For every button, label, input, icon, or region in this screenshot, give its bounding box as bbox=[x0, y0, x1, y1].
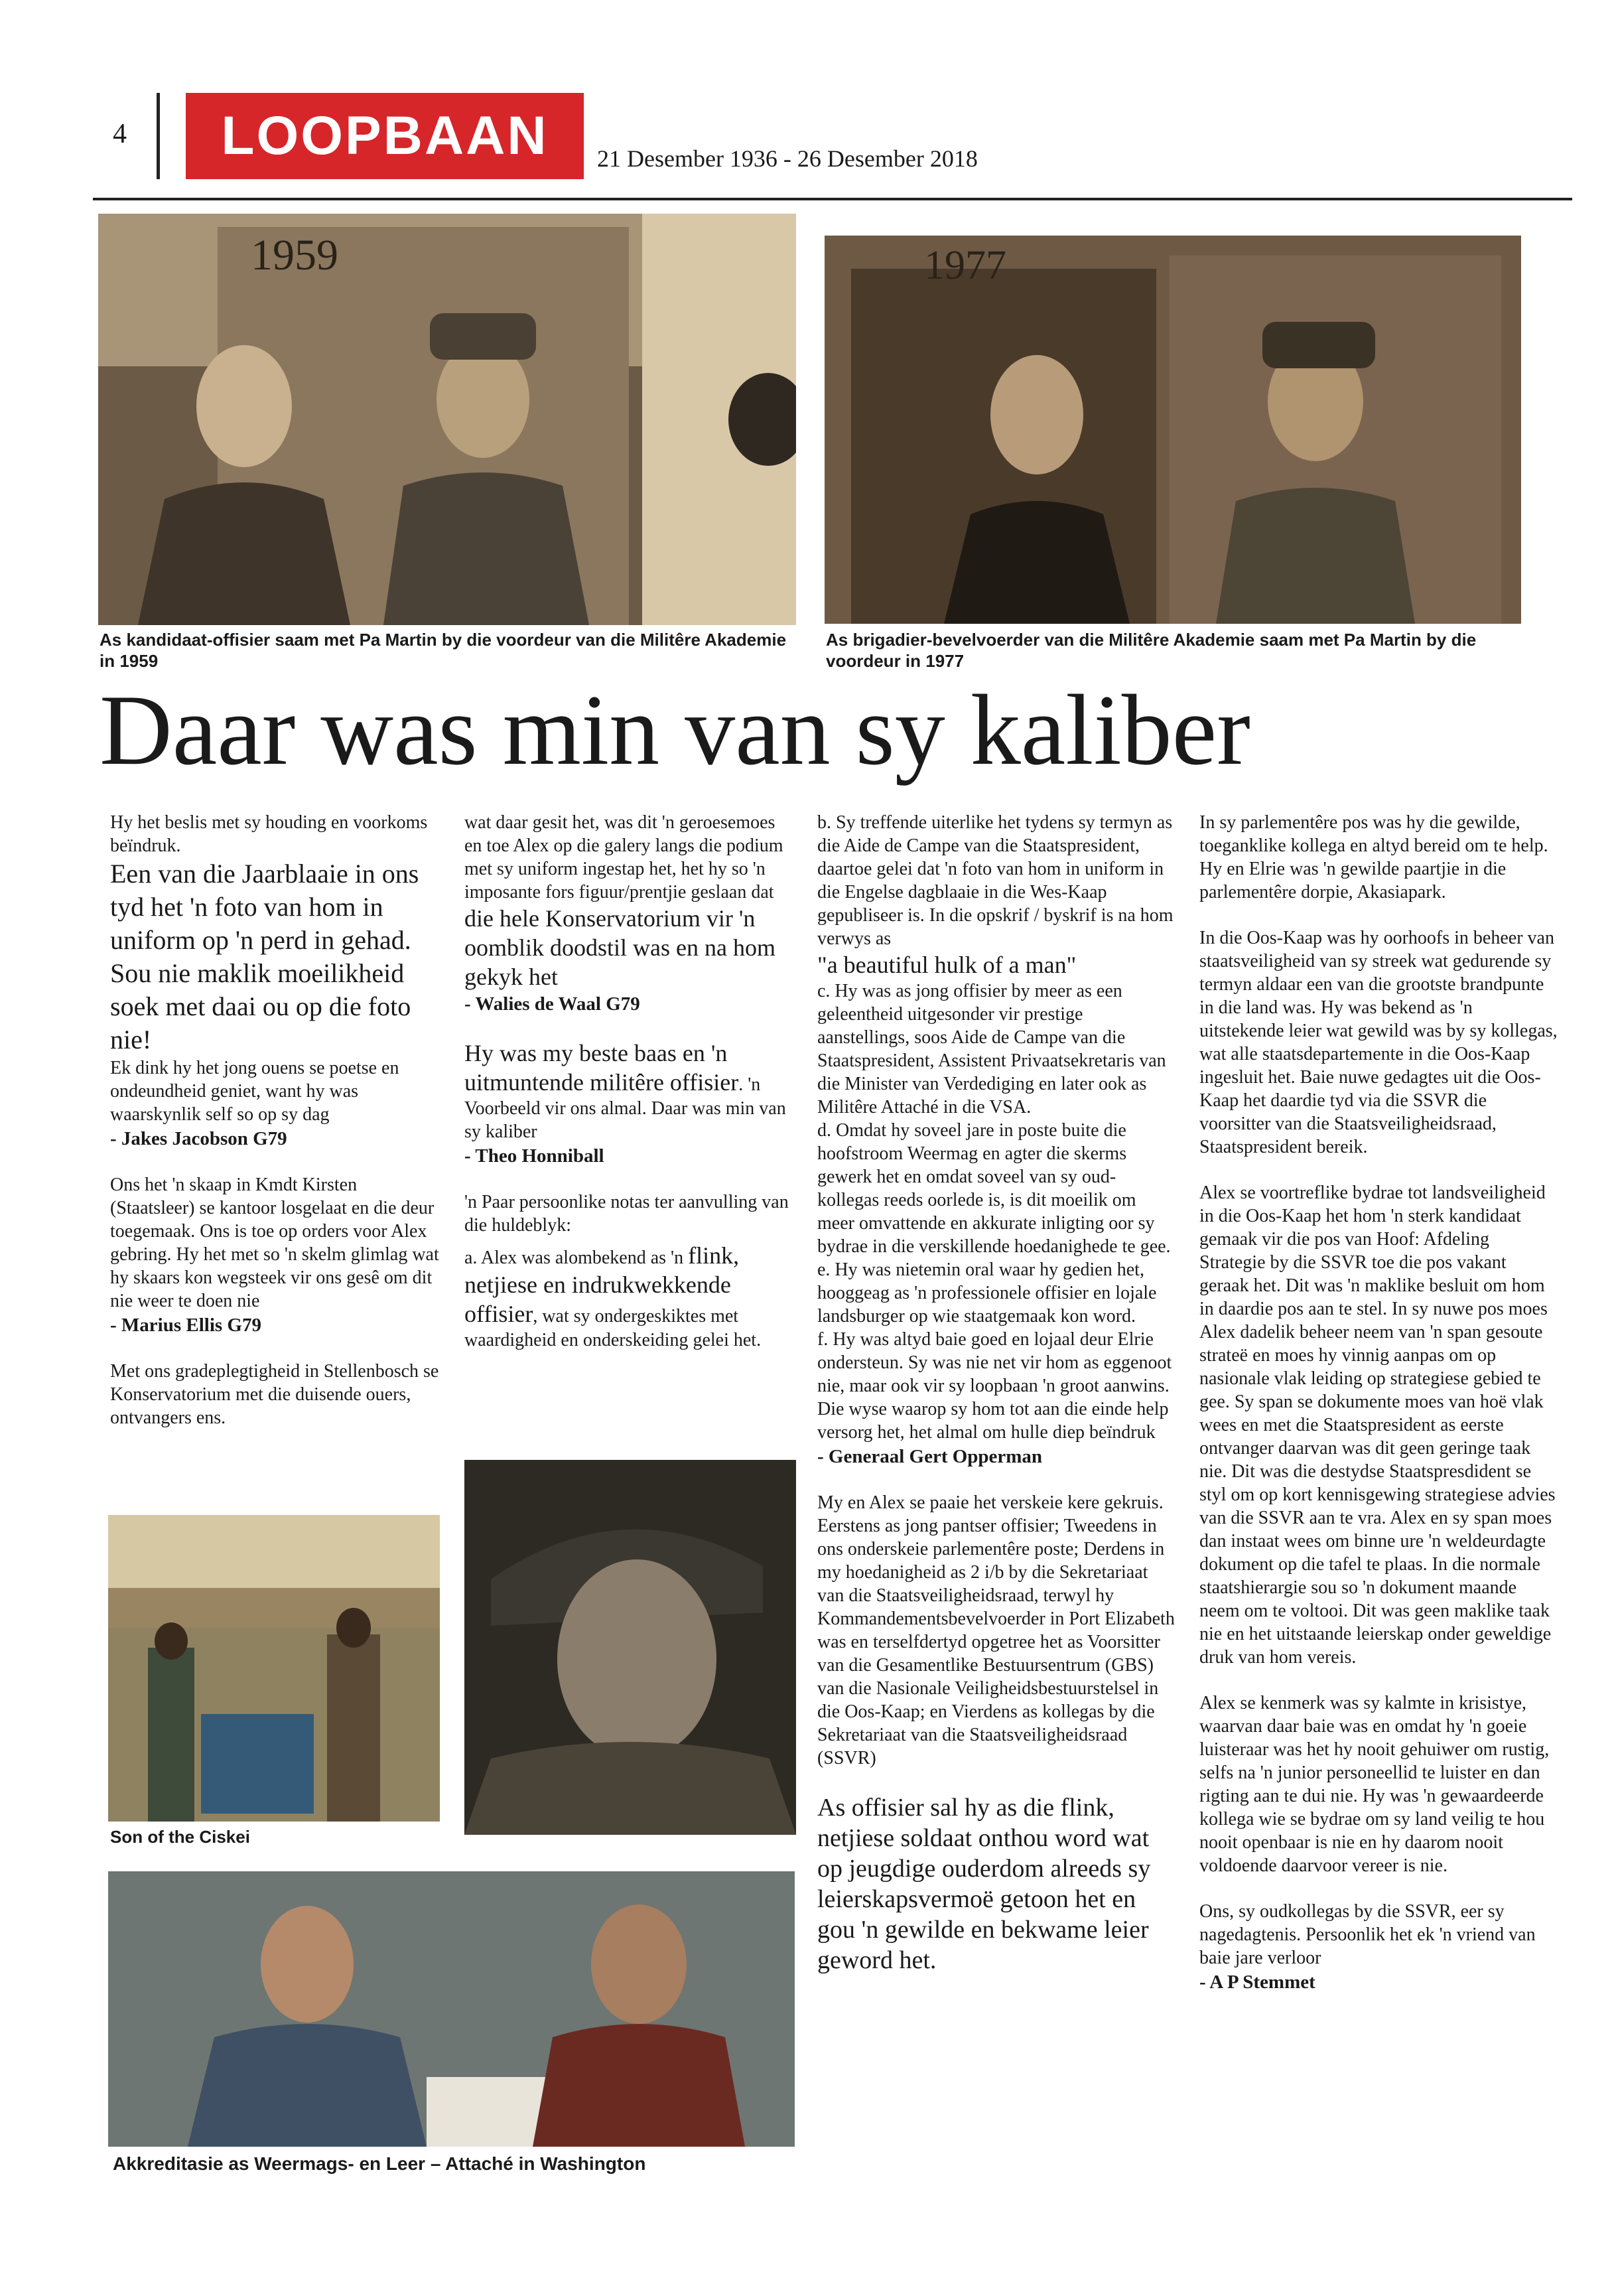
col1-rest: Ek dink hy het jong ouens se poetse en ondeundheid geniet, want hy was waarskynlik self so op sy dag bbox=[110, 1058, 399, 1125]
year-label-1977: 1977 bbox=[924, 243, 1006, 288]
headline: Daar was min van sy kaliber bbox=[100, 674, 1250, 786]
year-label-1959: 1959 bbox=[251, 231, 338, 279]
signature-walies-de-waal: - Walies de Waal G79 bbox=[464, 993, 640, 1015]
date-range: 21 Desember 1936 - 26 Desember 2018 bbox=[597, 145, 978, 172]
col2-note-a-highlight: flink, netjiese en indrukwekkende offisier bbox=[464, 1242, 740, 1327]
col2-intro: wat daar gesit het, was dit 'n geroesemoes en toe Alex op die galery langs die podium met sy uniform ingestap het, het hy so 'n imposante fors figuur/prentjie geslaan dat bbox=[464, 812, 783, 902]
col2-example: . 'n Voorbeeld vir ons almal. Daar was min van sy kaliber bbox=[464, 1074, 786, 1142]
col4-parliament: In sy parlementêre pos was hy die gewilde, toeganklike kollega en altyd bereid om te help. Hy en Elrie was 'n gewilde paartjie in die parlementêre dorpie, Akasiapark. bbox=[1199, 812, 1548, 902]
caption-washington: Akkreditasie as Weermags- en Leer – Attaché in Washington bbox=[113, 2153, 646, 2174]
col1-graduation: Met ons gradeplegtigheid in Stellenbosch se Konservatorium met die duisende ouers, ontvangers ens. bbox=[110, 1361, 439, 1428]
col4-eastern-cape: In die Oos-Kaap was hy oorhoofs in beheer van staatsveiligheid van sy streek wat gedurende sy termyn aldaar een van die grootste brandpunte in die land was. Hy was bekend as 'n uitstekende leier wat gewild was by sy kollegas, wat alle staatsdepartemente in die Oos-Kaap ingesluit het. Baie nuwe gedagtes uit die Oos-Kaap het daardie tyd via die SSVR die voorsitter van die Staatsveiligheidsraad, Staatspresident bereik. bbox=[1199, 928, 1558, 1157]
column-2 bbox=[464, 811, 796, 1374]
photo-portrait bbox=[464, 1460, 796, 1835]
page-number: 4 bbox=[113, 119, 127, 149]
signature-ap-stemmet: - A P Stemmet bbox=[1199, 1972, 1315, 1993]
section-banner: LOOPBAAN bbox=[186, 93, 584, 179]
photo-ciskei bbox=[108, 1515, 440, 1822]
signature-gert-opperman: - Generaal Gert Opperman bbox=[817, 1446, 1043, 1467]
col3-quote: "a beautiful hulk of a man" bbox=[817, 952, 1077, 978]
column-3 bbox=[817, 811, 1176, 1998]
masthead-divider bbox=[157, 93, 160, 179]
col1-intro: Hy het beslis met sy houding en voorkoms beïndruk. bbox=[110, 812, 428, 856]
col1-sheep-story: Ons het 'n skaap in Kmdt Kirsten (Staatsleer) se kantoor losgelaat en die deur toegemaak. Ons is toe op orders voor Alex gebring. Hy het met so 'n skelm glimlag wat hy skaars kon wegsteek vir ons gesê om dit nie weer te doen nie bbox=[110, 1175, 439, 1311]
col3-pull-quote: As offisier sal hy as die flink, netjiese soldaat onthou word wat op jeugdige ouderdom alreeds sy leierskapsvermoë getoon het en gou 'n gewilde en bekwame leier geword het. bbox=[817, 1794, 1151, 1974]
col2-notes-intro: 'n Paar persoonlike notas ter aanvulling van die huldeblyk: bbox=[464, 1192, 789, 1236]
photo-1959 bbox=[98, 214, 796, 625]
col2-note-a-end: , wat sy ondergeskiktes met waardigheid en onderskeiding gelei het. bbox=[464, 1306, 762, 1350]
col3-note-f: f. Hy was altyd baie goed en lojaal deur Elrie ondersteun. Sy was nie net vir hom as eggenoot nie, maar ook vir sy loopbaan 'n groot aanwins. Die wyse waarop sy hom tot aan die einde help versorg het, het almal om hulle diep beïndruk bbox=[817, 1329, 1172, 1443]
col4-strategy: Alex se voortreflike bydrae tot landsveiligheid in die Oos-Kaap het hom 'n sterk kandidaat gemaak vir die pos van Hoof: Afdeling Strategie by die SSVR toe die pos vakant geraak het. Dit was 'n maklike besluit om hom in daardie pos aan te stel. In sy nuwe pos moes Alex dadelik beheer neem van 'n span gesoute strateë en moes hy vinnig aanpas om op nasionale vlak leiding op strategiese gebied te gee. Sy span se dokumente moes van hoë vlak wees en met die Staatspresident as eerste ontvanger daarvan was dit geen geringe taak nie. Dit was die destydse Staatspresdident se styl om op kort kennisgewing strategiese advies van die SSVR aan te vra. Alex en sy span moes dan instaat wees om binne ure 'n weldeurdagte dokument op die tafel te plaas. In die normale staatshierargie sou so 'n dokument maande neem om te voltooi. Dit was geen maklike taak nie en het uitstaande leierskap onder geweldige druk van hom vereis. bbox=[1199, 1183, 1556, 1668]
col3-note-e: e. Hy was nietemin oral waar hy gedien het, hooggeag as 'n professionele offisier en lojale landsburger op wie staatgemaak kon word. bbox=[817, 1259, 1157, 1327]
header-rule bbox=[93, 198, 1572, 200]
col3-note-b: b. Sy treffende uiterlike het tydens sy termyn as die Aide de Campe van die Staatspresident, daartoe gelei dat 'n foto van hom in uniform in die Engelse dagblaaie in die Wes-Kaap gepubliseer is. In die opskrif / byskrif is na hom verwys as bbox=[817, 812, 1174, 949]
col3-note-c: c. Hy was as jong offisier by meer as een geleentheid uitgesonder vir prestige aanstellings, soos Aide de Campe van die Staatspresident, Assistent Privaatsekretaris van die Minister van Verdediging en later ook as Militêre Attaché in die VSA. bbox=[817, 981, 1166, 1117]
signature-jakes-jacobson: - Jakes Jacobson G79 bbox=[110, 1128, 287, 1149]
caption-ciskei: Son of the Ciskei bbox=[110, 1827, 250, 1847]
col2-highlight: die hele Konservatorium vir 'n oomblik doodstil was en na hom gekyk het bbox=[464, 905, 775, 990]
column-1 bbox=[110, 811, 442, 1452]
column-4 bbox=[1199, 811, 1558, 2017]
col1-highlight: Een van die Jaarblaaie in ons tyd het 'n foto van hom in uniform op 'n perd in gehad. Sou nie maklik moeilikheid soek met daai ou op die foto nie! bbox=[110, 859, 419, 1054]
caption-1977: As brigadier-bevelvoerder van die Militêre Akademie saam met Pa Martin by die voordeur in 1977 bbox=[826, 630, 1477, 671]
photo-1977 bbox=[825, 236, 1521, 624]
signature-marius-ellis: - Marius Ellis G79 bbox=[110, 1315, 261, 1336]
col4-calm: Alex se kenmerk was sy kalmte in krisistye, waarvan daar baie was en omdat hy 'n goeie luisteraar was het hy nooit gehuiwer om rustig, selfs na 'n junior personeellid te luister en dan rigting aan te dui nie. Hy was 'n gewaardeerde kollega wie se bydrae om sy land veilig te hou nooit openbaar is nie en hy daarom nooit voldoende daarvoor vereer is nie. bbox=[1199, 1693, 1550, 1876]
col3-paths-crossed: My en Alex se paaie het verskeie kere gekruis. Eerstens as jong pantser offisier; Tweedens in ons onderskeie parlementêre poste; Derdens in my hoedanigheid as 2 i/b by die Sekretariaat van die Staatsveiligheidsraad, terwyl hy Kommandementsbevelvoerder in Port Elizabeth was en terselfdertyd opgetree het as Voorsitter van die Gesamentlike Bestuursentrum (GBS) van die Nasionale Veiligheidsbestuurstelsel in die Oos-Kaap; en Vierdens as kollegas by die Sekretariaat van die Staatsveiligheidsraad (SSVR) bbox=[817, 1492, 1175, 1768]
photo-washington bbox=[108, 1871, 795, 2147]
caption-1959: As kandidaat-offisier saam met Pa Martin by die voordeur van die Militêre Akademie in 1959 bbox=[100, 630, 787, 671]
col4-honour: Ons, sy oudkollegas by die SSVR, eer sy nagedagtenis. Persoonlik het ek 'n vriend van baie jare verloor bbox=[1199, 1901, 1536, 1968]
col2-best-boss: Hy was my beste baas en 'n uitmuntende militêre offisier bbox=[464, 1040, 739, 1096]
signature-theo-honniball: - Theo Honniball bbox=[464, 1145, 604, 1167]
col3-note-d: d. Omdat hy soveel jare in poste buite die hoofstroom Weermag en agter die skerms gewerk het en omdat soveel van sy oud-kollegas reeds oorlede is, is dit moeilik om meer omvattende en akkurate inligting oor sy bydrae in die verskillende hoedanighede te gee. bbox=[817, 1120, 1171, 1257]
col2-note-a-start: a. Alex was alombekend as 'n bbox=[464, 1248, 684, 1268]
